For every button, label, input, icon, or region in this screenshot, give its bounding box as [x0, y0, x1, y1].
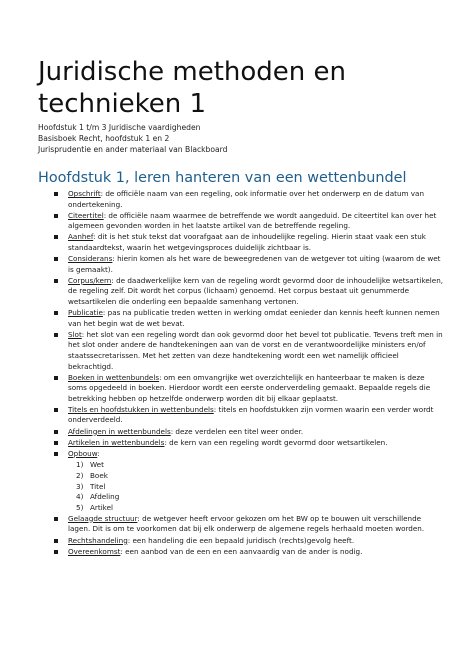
- item-number: 1): [76, 460, 84, 470]
- definition: : deze verdelen een titel weer onder.: [170, 426, 304, 436]
- structure-label: Wet: [90, 460, 104, 470]
- structure-list: [68, 460, 444, 513]
- term: Publicatie: [68, 308, 103, 318]
- definition: : een aanbod van de een en een aanvaardig van de ander is nodig.: [120, 546, 363, 556]
- item-number: 5): [76, 502, 84, 512]
- bullet-icon: [54, 214, 58, 218]
- source-line: Jurisprudentie en ander materiaal van Blackboard: [38, 144, 228, 154]
- term: Artikelen in wettenbundels: [68, 437, 165, 447]
- structure-item: [68, 482, 444, 493]
- structure-label: Artikel: [90, 502, 114, 512]
- definition: : de kern van een regeling wordt gevormd door wetsartikelen.: [164, 437, 388, 447]
- document-title: [38, 56, 346, 120]
- list-item: [54, 308, 444, 329]
- list-item: [54, 232, 444, 253]
- term: Considerans: [68, 254, 113, 264]
- definition-list: [54, 189, 444, 558]
- definition: : om een omvangrijke wet overzichtelijk en hanteerbaar te maken is deze soms opgedeeld in boeken. Hierdoor wordt een eerste onderverdeling gemaakt. Bepaalde regels die betrekking hebben op hetzelfde onderwerp worden dit bij elkaar geplaatst.: [68, 372, 431, 403]
- bullet-icon: [54, 408, 58, 412]
- definition: : de officiële naam waarmee de betreffende we wordt aangeduid. De citeertitel kan over het algemeen gevonden worden in het laatste artikel van de betreffende regeling.: [68, 210, 437, 231]
- item-number: 3): [76, 481, 84, 491]
- bullet-icon: [54, 235, 58, 239]
- term: Opschrift: [68, 189, 101, 198]
- term: Rechtshandeling: [68, 535, 128, 545]
- bullet-icon: [54, 311, 58, 315]
- list-item: [54, 514, 444, 535]
- list-item: [54, 189, 444, 210]
- list-item: [54, 536, 444, 547]
- bullet-icon: [54, 257, 58, 261]
- structure-item: [68, 492, 444, 503]
- section-heading: Hoofdstuk 1, leren hanteren van een wettenbundel: [38, 170, 407, 186]
- term: Opbouw: [68, 448, 98, 458]
- bullet-icon: [54, 539, 58, 543]
- term: Aanhef: [68, 232, 94, 242]
- item-number: 2): [76, 470, 84, 480]
- list-item: [54, 211, 444, 232]
- structure-label: Afdeling: [90, 492, 120, 502]
- definition: : dit is het stuk tekst dat voorafgaat aan de inhoudelijke regeling. Hierin staat vaak een stuk standaardtekst, waarin het wetgevingsproces duidelijk zichtbaar is.: [68, 232, 426, 252]
- list-item: [54, 330, 444, 372]
- list-item: [54, 449, 444, 514]
- term: Corpus/kern: [68, 275, 112, 285]
- bullet-icon: [54, 192, 58, 196]
- source-line: Hoofdstuk 1 t/m 3 Juridische vaardigheden: [38, 123, 201, 132]
- definition: : een handeling die een bepaald juridisch (rechts)gevolg heeft.: [127, 535, 355, 545]
- structure-label: Boek: [90, 470, 108, 480]
- list-item: [54, 438, 444, 449]
- bullet-icon: [54, 517, 58, 521]
- list-item: [54, 254, 444, 275]
- title-line-2: technieken 1: [38, 89, 207, 119]
- definition: : pas na publicatie treden wetten in werking omdat eenieder dan kennis heeft kunnen nemen van het begin wat de wet bevat.: [68, 308, 440, 328]
- definition: : hierin komen als het ware de beweegredenen van de wetgever tot uiting (waarom de wet is gemaakt).: [68, 254, 441, 274]
- definition: : de officiële naam van een regeling, ook informatie over het onderwerp en de datum van ondertekening.: [68, 189, 425, 209]
- source-line: Basisboek Recht, hoofdstuk 1 en 2: [38, 133, 170, 143]
- term: Overeenkomst: [68, 546, 121, 556]
- source-list: [38, 123, 227, 155]
- bullet-icon: [54, 550, 58, 554]
- bullet-icon: [54, 279, 58, 283]
- definition: : de wetgever heeft ervoor gekozen om het BW op te bouwen uit verschillende lagen. Dit is om te voorkomen dat bij elk onderwerp de algemene regels herhaald moeten worden.: [68, 513, 425, 534]
- structure-label: Titel: [90, 481, 106, 491]
- list-item: [54, 373, 444, 405]
- structure-item: [68, 460, 444, 471]
- term: Boeken in wettenbundels: [68, 372, 160, 382]
- term: Afdelingen in wettenbundels: [68, 426, 171, 436]
- structure-item: [68, 503, 444, 514]
- definition: : titels en hoofdstukken zijn vormen waarin een verder wordt onderverdeeld.: [68, 404, 434, 425]
- term: Gelaagde structuur: [68, 513, 138, 523]
- bullet-icon: [54, 452, 58, 456]
- definition: :: [97, 448, 100, 458]
- list-item: [54, 547, 444, 558]
- bullet-icon: [54, 441, 58, 445]
- list-item: [54, 427, 444, 438]
- definition: : het slot van een regeling wordt dan ook gevormd door het bevel tot publicatie. Tevens treft men in het slot onder andere de handtekeningen aan van de vorst en de verantwoordelijke ministers en/of staatssecretarissen. Met het zetten van deze handtekening wordt een wet namelijk officieel bekrachtigd.: [68, 329, 443, 371]
- term: Slot: [68, 329, 82, 339]
- definition: : de daadwerkelijke kern van de regeling wordt gevormd door de inhoudelijke wetsartikelen, de regeling zelf. Dit wordt het corpus (lichaam) genoemd. Het corpus bestaat uit genummerde wetsartikelen die onderling een bepaalde samenhang vertonen.: [68, 275, 444, 306]
- item-number: 4): [76, 492, 84, 502]
- bullet-icon: [54, 376, 58, 380]
- title-line-1: Juridische methoden en: [38, 57, 346, 87]
- list-item: [54, 276, 444, 308]
- structure-item: [68, 471, 444, 482]
- bullet-icon: [54, 430, 58, 434]
- bullet-icon: [54, 333, 58, 337]
- list-item: [54, 405, 444, 426]
- term: Titels en hoofdstukken in wettenbundels: [68, 404, 214, 414]
- term: Citeertitel: [68, 210, 104, 220]
